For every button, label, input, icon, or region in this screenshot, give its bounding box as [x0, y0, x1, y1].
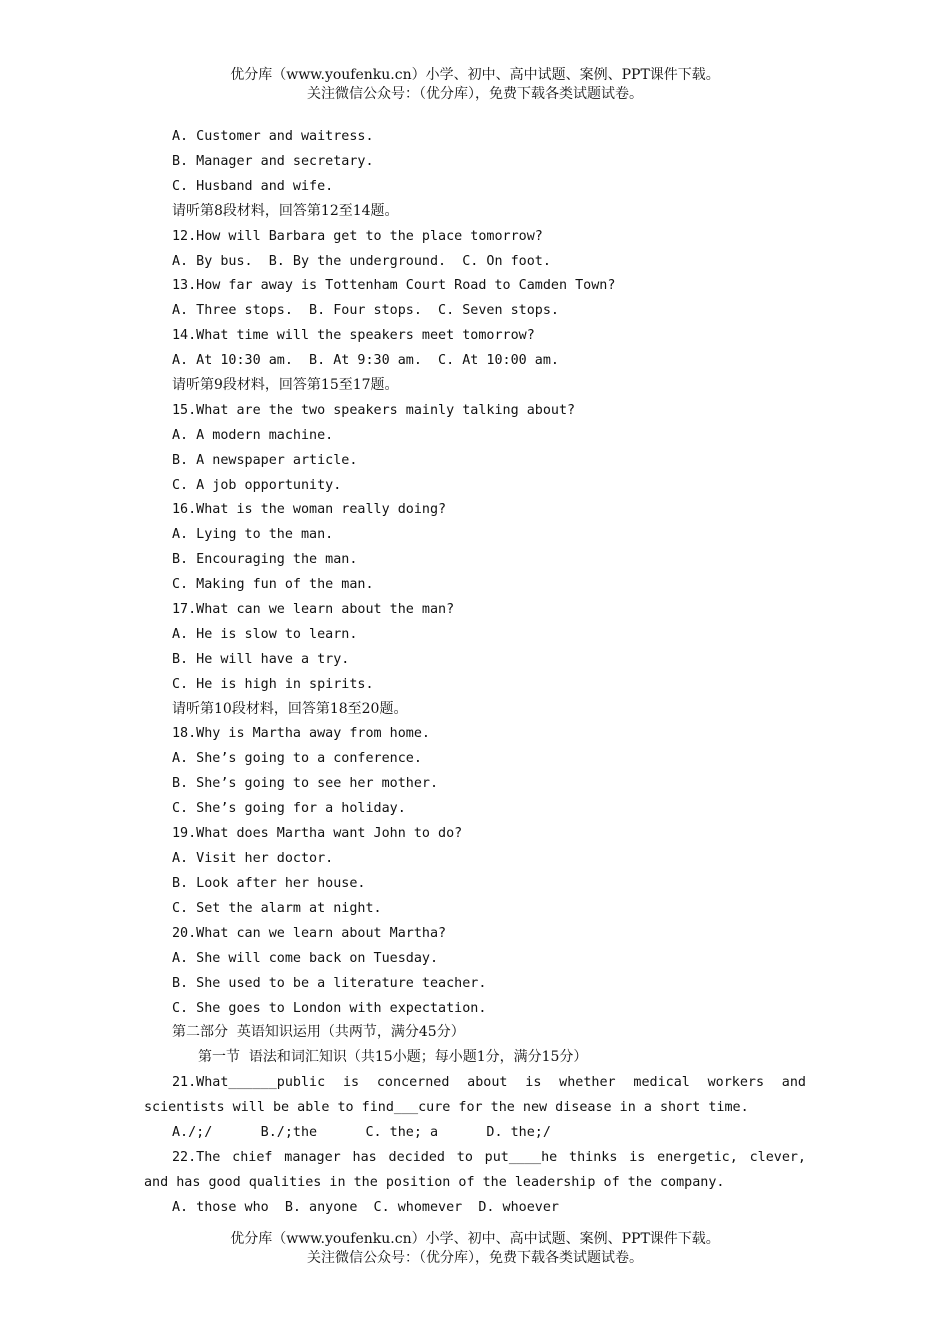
option-line: B. A newspaper article.	[172, 453, 358, 468]
option-line: A. Three stops. B. Four stops. C. Seven stops.	[172, 303, 559, 318]
question-line: 17.What can we learn about the man?	[172, 602, 455, 617]
section-instruction: 请听第10段材料，回答第18至20题。	[172, 701, 408, 717]
option-line: A. Visit her doctor.	[172, 851, 334, 866]
option-line: A. Customer and waitress.	[172, 129, 374, 144]
question-line: 20.What can we learn about Martha?	[172, 926, 447, 941]
header-line-2: 关注微信公众号：（优分库），免费下载各类试题试卷。	[307, 86, 643, 102]
question-line: 19.What does Martha want John to do?	[172, 826, 463, 841]
option-line: B. She’s going to see her mother.	[172, 776, 439, 791]
option-line: C. Making fun of the man.	[172, 577, 374, 592]
section-instruction: 请听第8段材料，回答第12至14题。	[172, 203, 399, 219]
option-line: B. She used to be a literature teacher.	[172, 976, 487, 991]
option-line: C. He is high in spirits.	[172, 677, 374, 692]
question-line: 12.How will Barbara get to the place tomorrow?	[172, 229, 543, 244]
option-line: C. Husband and wife.	[172, 179, 334, 194]
option-line: A. He is slow to learn.	[172, 627, 358, 642]
header-line-1: 优分库（www.youfenku.cn）小学、初中、高中试题、案例、PPT课件下载。	[230, 67, 720, 83]
option-line: A./;/ B./;the C. the; a D. the;/	[172, 1125, 551, 1140]
footer-line-1: 优分库（www.youfenku.cn）小学、初中、高中试题、案例、PPT课件下载。	[230, 1231, 720, 1247]
option-line: C. A job opportunity.	[172, 478, 342, 493]
option-line: C. Set the alarm at night.	[172, 901, 382, 916]
footer-line-2: 关注微信公众号：（优分库），免费下载各类试题试卷。	[307, 1250, 643, 1266]
option-line: A. Lying to the man.	[172, 527, 334, 542]
question-line: 15.What are the two speakers mainly talking about?	[172, 403, 576, 418]
option-line: B. He will have a try.	[172, 652, 350, 667]
question-continuation: scientists will be able to find___cure for the new disease in a short time.	[144, 1100, 749, 1115]
option-line: B. Encouraging the man.	[172, 552, 358, 567]
option-line: C. She’s going for a holiday.	[172, 801, 406, 816]
question-line: 13.How far away is Tottenham Court Road to Camden Town?	[172, 278, 616, 293]
option-line: A. At 10:30 am. B. At 9:30 am. C. At 10:00 am.	[172, 353, 559, 368]
question-line: 14.What time will the speakers meet tomorrow?	[172, 328, 535, 343]
question-line: 21.What______public is concerned about is whether medical workers and	[172, 1075, 806, 1090]
page-footer	[0, 1230, 950, 1268]
section-instruction: 请听第9段材料，回答第15至17题。	[172, 377, 399, 393]
option-line: A. She’s going to a conference.	[172, 751, 422, 766]
option-line: C. She goes to London with expectation.	[172, 1001, 487, 1016]
option-line: A. A modern machine.	[172, 428, 334, 443]
option-line: A. She will come back on Tuesday.	[172, 951, 439, 966]
question-continuation: and has good qualities in the position of the leadership of the company.	[144, 1175, 725, 1190]
option-line: A. those who B. anyone C. whomever D. whoever	[172, 1200, 559, 1215]
option-line: B. Look after her house.	[172, 876, 366, 891]
part-heading: 第二部分 英语知识运用（共两节，满分45分）	[172, 1024, 465, 1040]
option-line: A. By bus. B. By the underground. C. On foot.	[172, 254, 551, 269]
page-header	[0, 66, 950, 104]
option-line: B. Manager and secretary.	[172, 154, 374, 169]
question-line: 16.What is the woman really doing?	[172, 502, 447, 517]
question-line: 22.The chief manager has decided to put____he thinks is energetic, clever,	[172, 1150, 806, 1165]
section-heading: 第一节 语法和词汇知识（共15小题；每小题1分，满分15分）	[198, 1049, 588, 1065]
question-line: 18.Why is Martha away from home.	[172, 726, 430, 741]
